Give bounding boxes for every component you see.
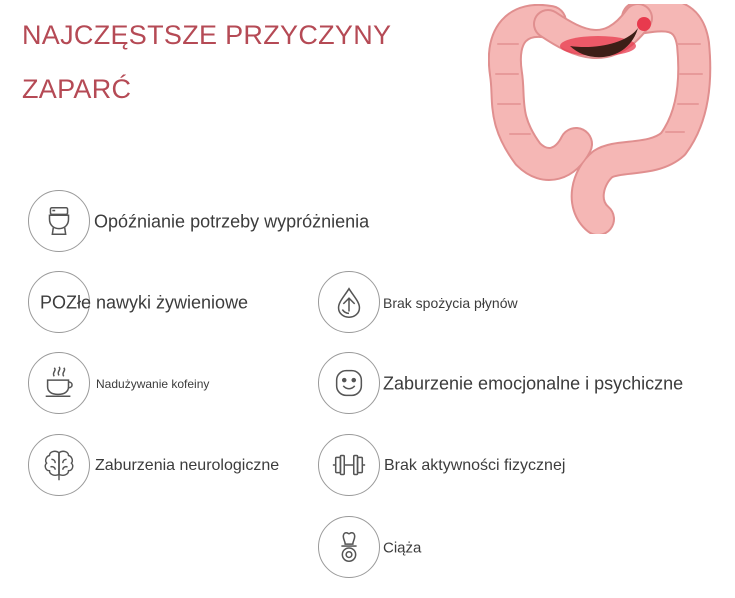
coffee-cup-icon <box>40 364 78 402</box>
cause-icon-circle <box>28 434 90 496</box>
cause-icon-circle <box>318 352 380 414</box>
page-subtitle: ZAPARĆ <box>22 74 132 104</box>
brain-icon <box>40 446 78 484</box>
cause-icon-circle <box>318 271 380 333</box>
cause-label: Ciąża <box>383 539 422 557</box>
cause-label: Brak aktywności fizycznej <box>384 457 566 474</box>
cause-label: Zaburzenie emocjonalne i psychiczne <box>383 373 684 394</box>
pacifier-icon <box>330 528 368 566</box>
cause-label: Opóźnianie potrzeby wypróżnienia <box>94 211 370 232</box>
page-title: NAJCZĘSTSZE PRZYCZYNY <box>22 20 392 50</box>
cause-icon-circle <box>28 190 90 252</box>
dumbbell-icon <box>330 446 368 484</box>
water-drop-icon <box>330 283 368 321</box>
cause-label: Zaburzenia neurologiczne <box>95 457 280 474</box>
toilet-icon <box>40 202 78 240</box>
cause-label: POZłe nawyki żywieniowe <box>40 292 249 313</box>
cause-icon-circle <box>318 516 380 578</box>
colon-illustration <box>488 4 728 234</box>
smiley-face-icon <box>330 364 368 402</box>
cause-label: Brak spożycia płynów <box>383 295 518 311</box>
cause-label: Nadużywanie kofeiny <box>96 377 210 391</box>
cause-icon-circle <box>318 434 380 496</box>
cause-icon-circle <box>28 352 90 414</box>
